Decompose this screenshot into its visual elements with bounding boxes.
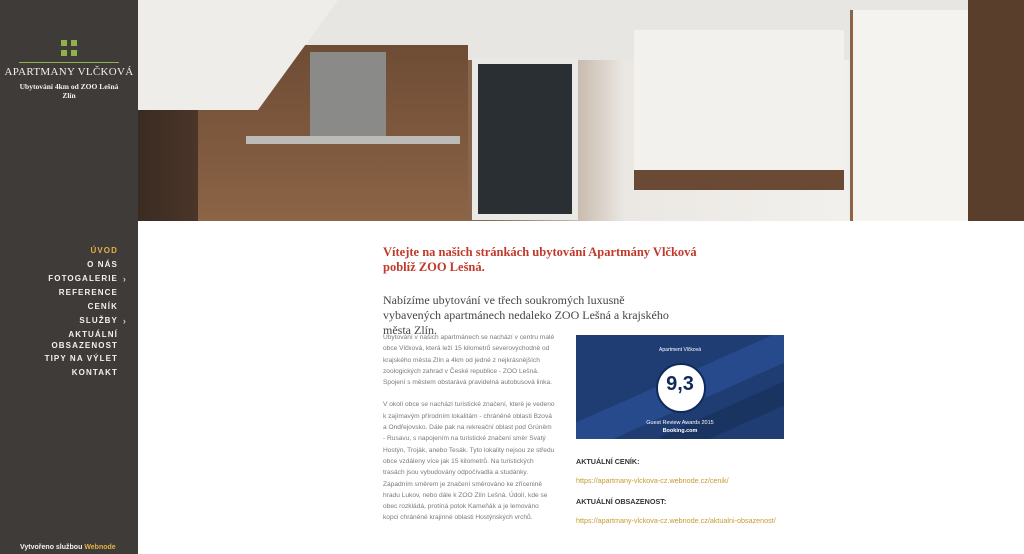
badge-score: 9,3 [666,373,694,395]
pricing-title: AKTUÁLNÍ CENÍK: [576,457,640,466]
site-title: APARTMANY VLČKOVÁ [4,66,134,78]
occupancy-title: AKTUÁLNÍ OBSAZENOST: [576,497,667,506]
nav-item-label: FOTOGALERIE [48,274,118,283]
webnode-credit[interactable] [20,544,116,551]
nav-item-cenik[interactable]: CENÍK [87,302,118,311]
nav-item-reference[interactable]: REFERENCE [58,288,118,297]
nav-item-aktualni-obsazenost[interactable] [45,329,118,353]
badge-award-text: Guest Review Awards 2015 [646,420,714,426]
site-subtitle-line1: Ubytování 4km od ZOO Lešná [19,82,119,91]
paragraph-surroundings: V okolí obce se nachází turistické značení, které je vedeno k zajímavým přírodním lokalitám - chráněné oblasti Bzová a Ondřejovsko. Dále pak na rekreační oblast pod Grúněm - Rusavu, s napojením na turistické značení směr Svatý Hostýn, Troják, anebo Tesák. Tyto lokality nejsou ze středu obce vzdáleny více jak 15 kilometrů. Na turistických trasách jsou vybudovány odpočívadla a studánky. Západním směrem je značení směrováno ke zřícenině hradu Lukov, nebo dále k ZOO Zlín Lešná. Údolí, kde se obec rozkládá, protíná potok Kameňák a je lemováno kopci chráněné krajinné oblasti Hostýnských vrchů. [383,401,555,522]
paragraph-location: Ubytování v našich apartmánech se nachází v centru malé obce Vlčková, která leží 15 kilometrů severovýchodně od krajského města Zlín a 4km od jedné z nejkrásnějších zoologických zahrad v České republice - ZOO Lešná. Spojení s městem obstarává pravidelná autobusová linka. [383,334,555,387]
credit-prefix: Vytvořeno službou [20,544,83,551]
nav-item-label-line2: OBSAZENOST [51,341,118,350]
sidebar [0,0,138,554]
hero-kitchen-photo [138,0,1024,221]
info-column [576,335,786,525]
intro-text: Nabízíme ubytování ve třech soukromých luxusně vybavených apartmánech nedaleko ZOO Lešná a krajského města Zlín. [383,293,669,337]
main-nav [44,245,127,381]
logo-cross-icon [61,40,77,56]
badge-booking-logo: Booking.com [662,428,698,434]
nav-item-fotogalerie[interactable] [45,273,127,287]
main-content [383,245,793,525]
site-subtitle-line2: Zlín [62,91,76,100]
welcome-heading: Vítejte na našich stránkách ubytování Apartmány Vlčková poblíž ZOO Lešná. [383,245,697,274]
nav-item-o-nas[interactable]: O NÁS [87,260,118,269]
booking-award-image [576,335,784,439]
nav-item-sluzby[interactable] [45,315,127,329]
site-subtitle [0,82,138,100]
nav-item-kontakt[interactable]: KONTAKT [71,368,118,377]
nav-item-tipy-na-vylet[interactable]: TIPY NA VÝLET [44,354,118,363]
nav-item-label: SLUŽBY [79,316,118,325]
description-column [383,332,555,535]
occupancy-link[interactable]: https://apartmany-vlckova-cz.webnode.cz/aktualni-obsazenost/ [576,516,776,525]
logo[interactable] [0,40,138,100]
logo-divider [19,62,119,63]
chevron-right-icon[interactable]: › [122,274,127,284]
pricing-link[interactable]: https://apartmany-vlckova-cz.webnode.cz/cenik/ [576,476,729,485]
chevron-right-icon[interactable]: › [122,316,127,326]
nav-item-uvod[interactable]: ÚVOD [90,246,118,255]
nav-item-label-line1: AKTUÁLNÍ [68,330,118,339]
badge-property-name: Apartment Vlčková [659,347,701,353]
credit-brand-link[interactable]: Webnode [84,544,116,551]
